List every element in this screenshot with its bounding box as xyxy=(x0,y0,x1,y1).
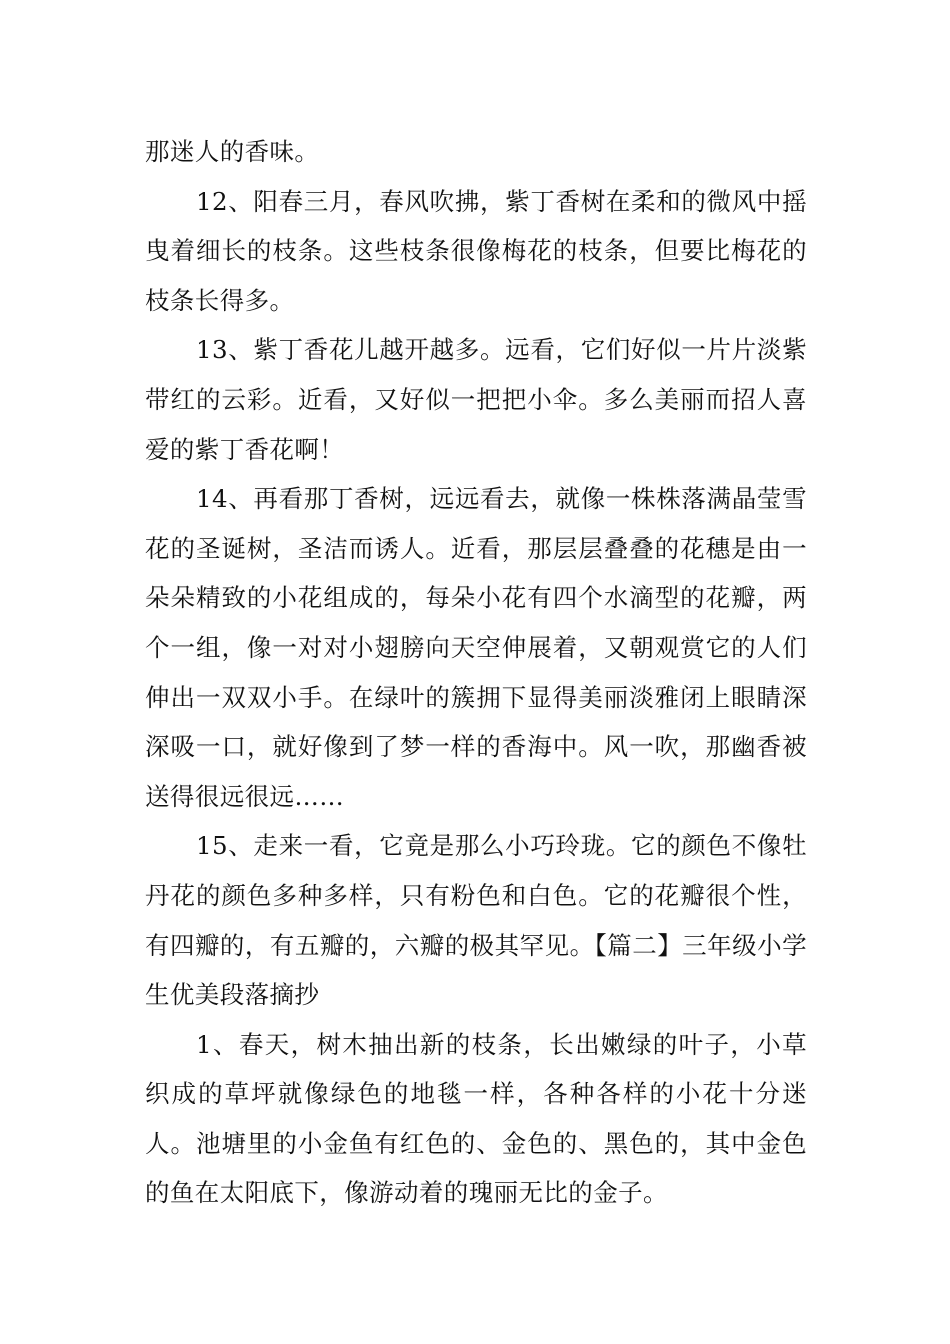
paragraph-1: 1、春天，树木抽出新的枝条，长出嫩绿的叶子，小草织成的草坪就像绿色的地毯一样，各种各样的小花十分迷人。池塘里的小金鱼有红色的、金色的、黑色的，其中金色的鱼在太阳底下，像游动着的瑰丽无比的金子。 xyxy=(145,1029,807,1208)
paragraph-12: 12、阳春三月，春风吹拂，紫丁香树在柔和的微风中摇曳着细长的枝条。这些枝条很像梅花的枝条，但要比梅花的枝条长得多。 xyxy=(145,186,807,315)
document-body xyxy=(145,127,807,1218)
paragraph-14: 14、再看那丁香树，远远看去，就像一株株落满晶莹雪花的圣诞树，圣洁而诱人。近看，那层层叠叠的花穗是由一朵朵精致的小花组成的，每朵小花有四个水滴型的花瓣，两个一组，像一对对小翅膀向天空伸展着，又朝观赏它的人们伸出一双双小手。在绿叶的簇拥下显得美丽淡雅闭上眼睛深深吸一口，就好像到了梦一样的香海中。风一吹，那幽香被送得很远很远…… xyxy=(145,484,807,811)
paragraph-15: 15、走来一看，它竟是那么小巧玲珑。它的颜色不像牡丹花的颜色多种多样，只有粉色和白色。它的花瓣很个性，有四瓣的，有五瓣的，六瓣的极其罕见。【篇二】三年级小学生优美段落摘抄 xyxy=(145,831,807,1010)
paragraph-continuation: 那迷人的香味。 xyxy=(145,137,320,166)
paragraph-13: 13、紫丁香花儿越开越多。远看，它们好似一片片淡紫带红的云彩。近看，又好似一把把小伞。多么美丽而招人喜爱的紫丁香花啊！ xyxy=(145,335,807,464)
